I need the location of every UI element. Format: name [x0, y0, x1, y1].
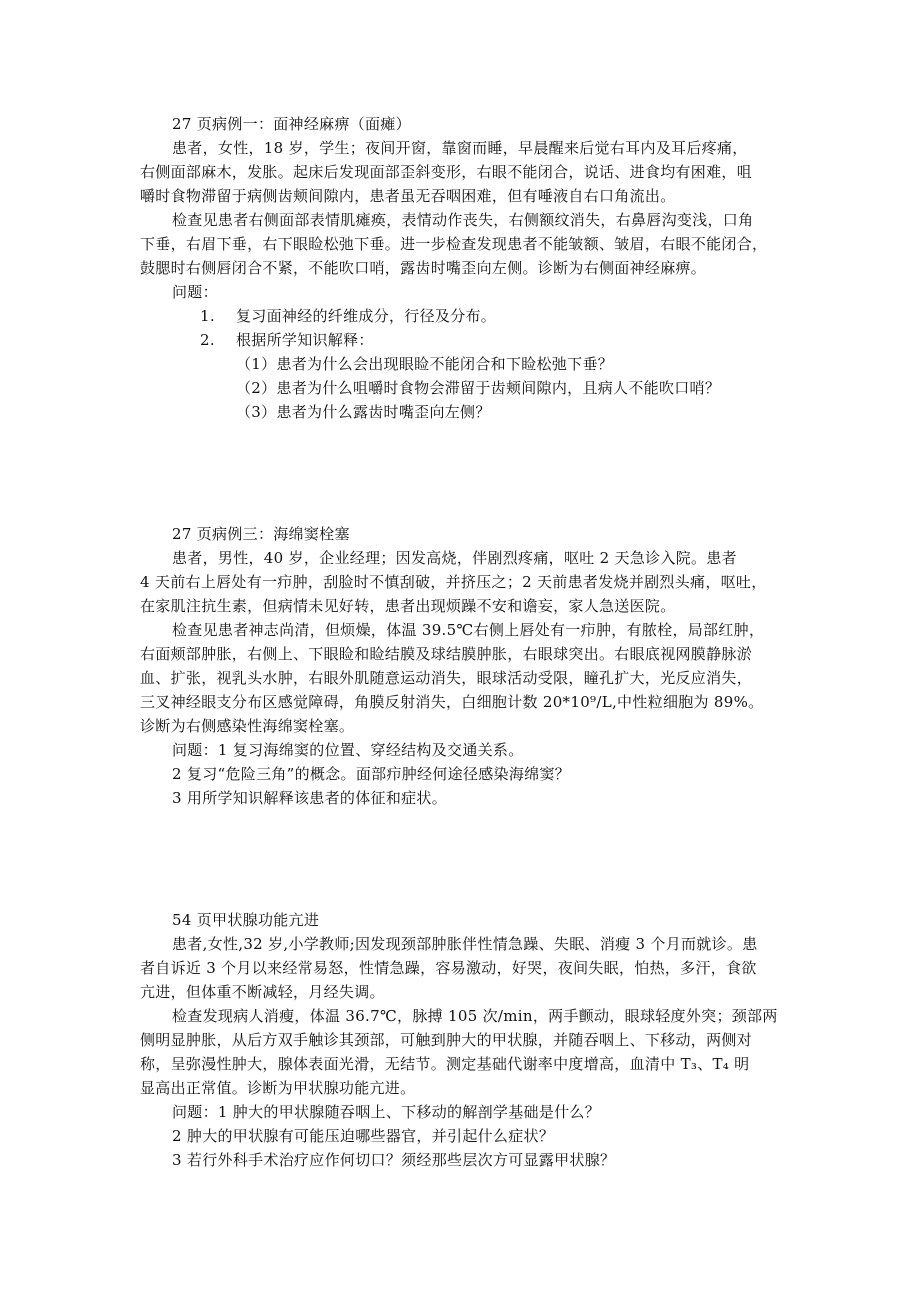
case54-para2-line: 侧明显肿胀，从后方双手触诊其颈部，可触到肿大的甲状腺，并随吞咽上、下移动，两侧对 — [140, 1031, 753, 1049]
case3-question: 3 用所学知识解释该患者的体征和症状。 — [172, 789, 448, 807]
case1-question-1 — [200, 304, 496, 328]
case3-para1-line: 在家肌注抗生素，但病情未见好转，患者出现烦躁不安和谵妄，家人急送医院。 — [140, 597, 676, 615]
case54-para1-line: 亢进，但体重不断减轻，月经失调。 — [140, 983, 385, 1001]
case1-para1-line: 右侧面部麻木，发胀。起床后发现面部歪斜变形，右眼不能闭合，说话、进食均有困难，咀 — [140, 163, 753, 181]
case3-para2-line: 右面颊部肿胀，右侧上、下眼睑和睑结膜及球结膜肿胀，右眼球突出。右眼底视网膜静脉淤 — [140, 645, 753, 663]
case1-question-2 — [200, 328, 374, 352]
case3-para1-line: 患者，男性，40 岁，企业经理；因发高烧，伴剧烈疼痛，呕吐 2 天急诊入院。患者 — [172, 549, 737, 567]
question-number: 1. — [200, 307, 215, 325]
case1-sub-question: （2）患者为什么咀嚼时食物会滞留于齿颊间隙内，且病人不能吹口哨？ — [236, 379, 721, 397]
case1-para1-line: 嚼时食物滞留于病侧齿颊间隙内，患者虽无吞咽困难，但有唾液自右口角流出。 — [140, 187, 676, 205]
case3-question: 2 复习“危险三角”的概念。面部疖肿经何途径感染海绵窦？ — [172, 765, 571, 783]
case54-para2-line: 检查发现病人消瘦，体温 36.7℃，脉搏 105 次/min，两手颤动，眼球轻度外突；颈部两 — [172, 1007, 778, 1025]
question-text: 根据所学知识解释： — [236, 331, 374, 349]
case1-question-label: 问题： — [172, 283, 218, 301]
case1-para2-line: 检查见患者右侧面部表情肌瘫痪，表情动作丧失，右侧额纹消失，右鼻唇沟变浅，口角 — [172, 211, 754, 229]
case54-question: 3 若行外科手术治疗应作何切口？须经那些层次方可显露甲状腺？ — [172, 1151, 616, 1169]
case1-para2-line: 下垂，右眉下垂，右下眼睑松弛下垂。进一步检查发现患者不能皱额、皱眉，右眼不能闭合， — [140, 235, 768, 253]
case54-para1-line: 者自诉近 3 个月以来经常易怒，性情急躁，容易激动，好哭，夜间失眠，怕热，多汗，食欲 — [140, 959, 757, 977]
question-text: 复习面神经的纤维成分，行径及分布。 — [236, 307, 497, 325]
case1-para1-line: 患者，女性，18 岁，学生；夜间开窗，靠窗而睡，早晨醒来后觉右耳内及耳后疼痛， — [172, 139, 748, 157]
case1-para2-line: 鼓腮时右侧唇闭合不紧，不能吹口哨，露齿时嘴歪向左侧。诊断为右侧面神经麻痹。 — [140, 259, 707, 277]
case3-para2-line: 诊断为右侧感染性海绵窦栓塞。 — [140, 717, 355, 735]
case54-para2-line: 称，呈弥漫性肿大，腺体表面光滑，无结节。测定基础代谢率中度增高，血清中 T₃、T₄ 明 — [140, 1055, 750, 1073]
case54-title: 54 页甲状腺功能亢进 — [172, 911, 320, 929]
case3-para1-line: 4 天前右上唇处有一疖肿，刮脸时不慎刮破，并挤压之；2 天前患者发烧并剧烈头痛，呕吐， — [140, 573, 767, 591]
case1-sub-question: （1）患者为什么会出现眼睑不能闭合和下睑松弛下垂？ — [236, 355, 614, 373]
case54-para1-line: 患者,女性,32 岁,小学教师;因发现颈部肿胀伴性情急躁、失眠、消瘦 3 个月而就诊。患 — [172, 935, 758, 953]
case3-title: 27 页病例三：海绵窦栓塞 — [172, 525, 350, 543]
case3-para2-line: 血、扩张，视乳头水肿，右眼外肌随意运动消失，眼球活动受限，瞳孔扩大，光反应消失， — [140, 669, 753, 687]
case54-question: 问题：1 肿大的甲状腺随吞咽上、下移动的解剖学基础是什么？ — [172, 1103, 601, 1121]
question-number: 2. — [200, 331, 215, 349]
case3-question: 问题：1 复习海绵窦的位置、穿经结构及交通关系。 — [172, 741, 524, 759]
case54-question: 2 肿大的甲状腺有可能压迫哪些器官，并引起什么症状？ — [172, 1127, 555, 1145]
case1-sub-question: （3）患者为什么露齿时嘴歪向左侧？ — [236, 403, 491, 421]
case3-para2-line: 三叉神经眼支分布区感觉障碍，角膜反射消失，白细胞计数 20*10⁹/L,中性粒细胞为 89%。 — [140, 693, 764, 711]
case3-para2-line: 检查见患者神志尚清，但烦燥，体温 39.5℃右侧上唇处有一疖肿，有脓栓，局部红肿， — [172, 621, 765, 639]
case54-para2-line: 显高出正常值。诊断为甲状腺功能亢进。 — [140, 1079, 416, 1097]
case1-title: 27 页病例一：面神经麻痹（面瘫） — [172, 115, 411, 133]
